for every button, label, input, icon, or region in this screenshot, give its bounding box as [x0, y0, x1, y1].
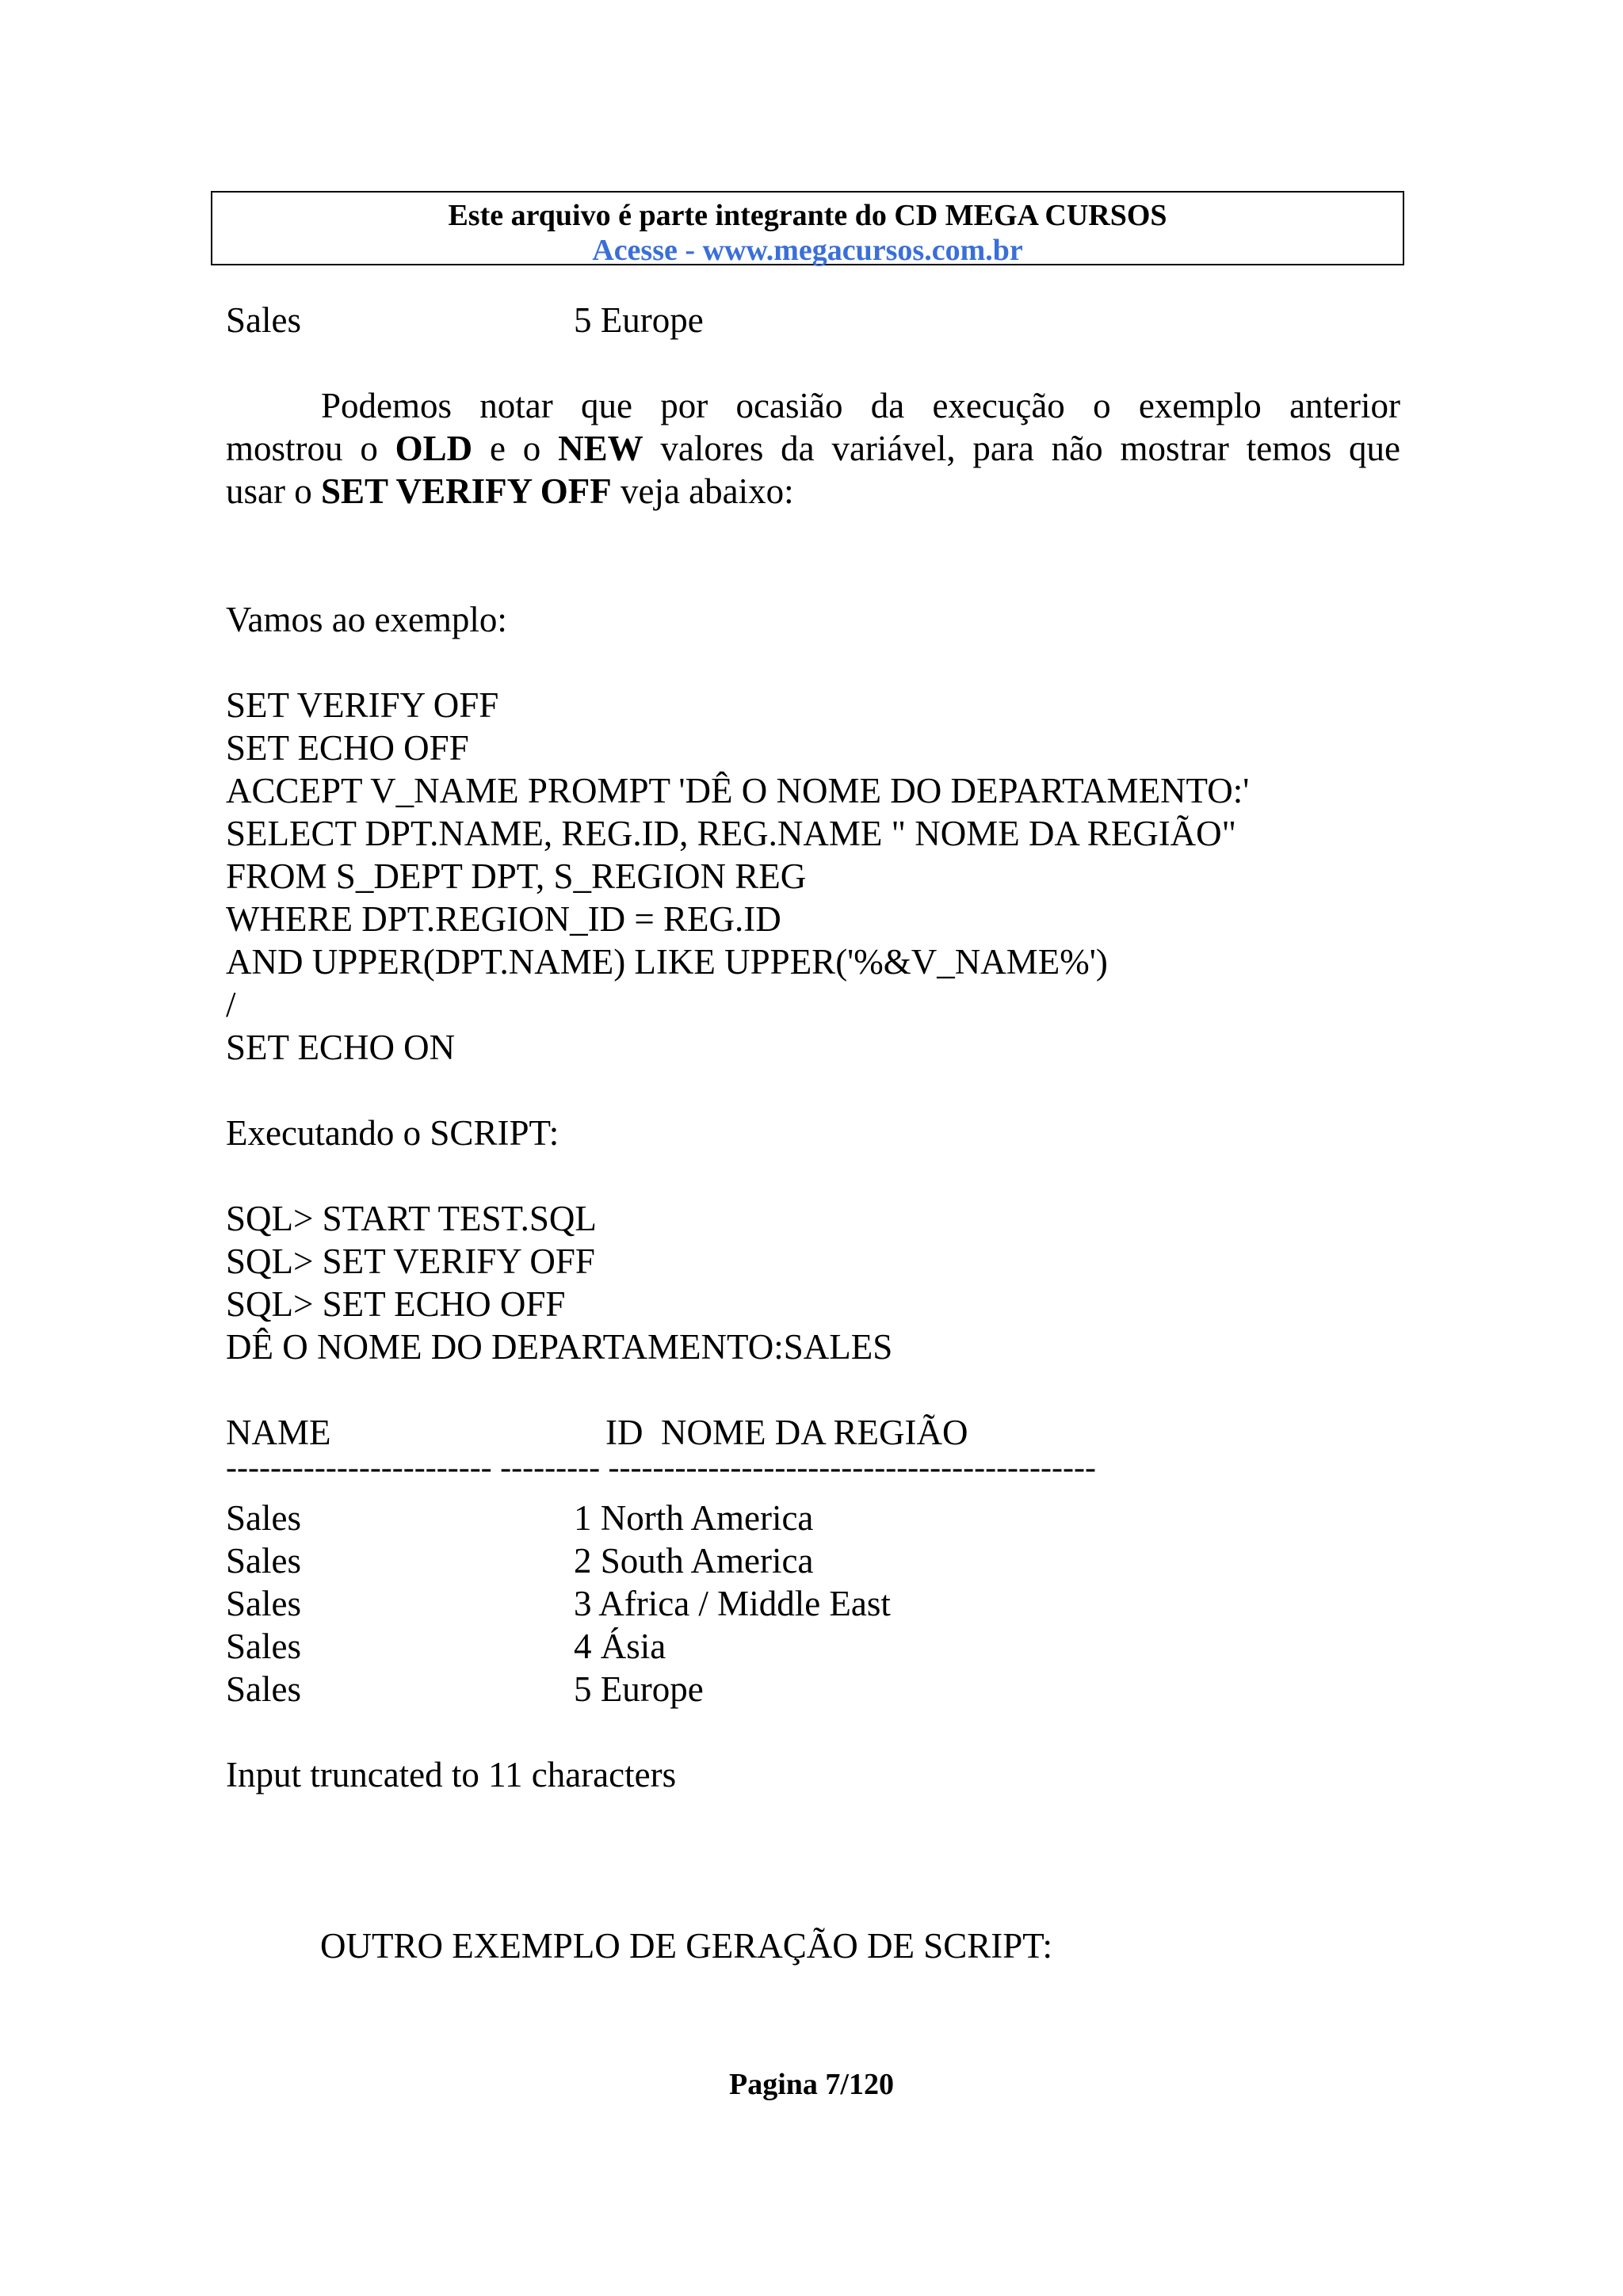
- script-line: AND UPPER(DPT.NAME) LIKE UPPER('%&V_NAME%'): [226, 942, 1108, 982]
- exec-line: SQL> SET VERIFY OFF: [226, 1241, 595, 1281]
- script-line: SET ECHO ON: [226, 1028, 456, 1067]
- script-line: SET ECHO OFF: [226, 728, 469, 768]
- result-row-name: Sales: [226, 1669, 301, 1709]
- result-row-value: 5 Europe: [574, 1669, 704, 1709]
- paragraph-text: veja abaixo:: [611, 471, 794, 511]
- page-footer: Pagina 7/120: [729, 2068, 894, 2101]
- script-line: /: [226, 985, 236, 1024]
- result-row-name: Sales: [226, 1541, 301, 1581]
- exec-line: SQL> START TEST.SQL: [226, 1199, 597, 1238]
- intro-paragraph: [226, 384, 1400, 513]
- header-box: [211, 191, 1404, 265]
- outro-heading: OUTRO EXEMPLO DE GERAÇÃO DE SCRIPT:: [320, 1926, 1053, 1966]
- result-header-name: NAME: [226, 1413, 331, 1452]
- new-keyword: NEW: [558, 429, 643, 468]
- script-line: SELECT DPT.NAME, REG.ID, REG.NAME " NOME DA REGIÃO": [226, 814, 1237, 853]
- script-line: SET VERIFY OFF: [226, 685, 499, 725]
- header-link[interactable]: Acesse - www.megacursos.com.br: [592, 234, 1023, 267]
- set-verify-off-keyword: SET VERIFY OFF: [320, 471, 612, 511]
- example-intro: Vamos ao exemplo:: [226, 600, 507, 639]
- result-row-value: 2 South America: [574, 1541, 814, 1581]
- result-row-value: 1 North America: [574, 1498, 814, 1538]
- exec-line: DÊ O NOME DO DEPARTAMENTO:SALES: [226, 1327, 893, 1367]
- script-line: FROM S_DEPT DPT, S_REGION REG: [226, 856, 807, 896]
- result-row-name: Sales: [226, 1627, 301, 1666]
- exec-line: SQL> SET ECHO OFF: [226, 1284, 566, 1324]
- header-title: Este arquivo é parte integrante do CD MEGA CURSOS: [448, 199, 1167, 232]
- paragraph-line-1: Podemos notar que por ocasião da execução o exemplo anterior: [321, 386, 1400, 425]
- paragraph-text: valores da variável, para não mostrar temos que: [643, 429, 1400, 468]
- result-header-id-region: ID NOME DA REGIÃO: [605, 1413, 968, 1452]
- top-row-value: 5 Europe: [574, 300, 704, 340]
- result-separator: ------------------------ --------- --------------------------------------------: [226, 1450, 1096, 1486]
- truncated-note: Input truncated to 11 characters: [226, 1755, 677, 1794]
- top-row-name: Sales: [226, 300, 301, 340]
- paragraph-text: usar o: [226, 471, 321, 511]
- exec-intro: Executando o SCRIPT:: [226, 1113, 559, 1153]
- old-keyword: OLD: [395, 429, 473, 468]
- paragraph-line-3: [226, 470, 1400, 513]
- result-row-name: Sales: [226, 1498, 301, 1538]
- result-row-value: 3 Africa / Middle East: [574, 1584, 891, 1623]
- paragraph-text: mostrou o: [226, 429, 395, 468]
- script-line: ACCEPT V_NAME PROMPT 'DÊ O NOME DO DEPARTAMENTO:': [226, 771, 1250, 810]
- paragraph-line-2: [226, 427, 1400, 470]
- result-row-name: Sales: [226, 1584, 301, 1623]
- paragraph-text: e o: [472, 429, 559, 468]
- script-line: WHERE DPT.REGION_ID = REG.ID: [226, 899, 781, 939]
- result-row-value: 4 Ásia: [574, 1627, 666, 1666]
